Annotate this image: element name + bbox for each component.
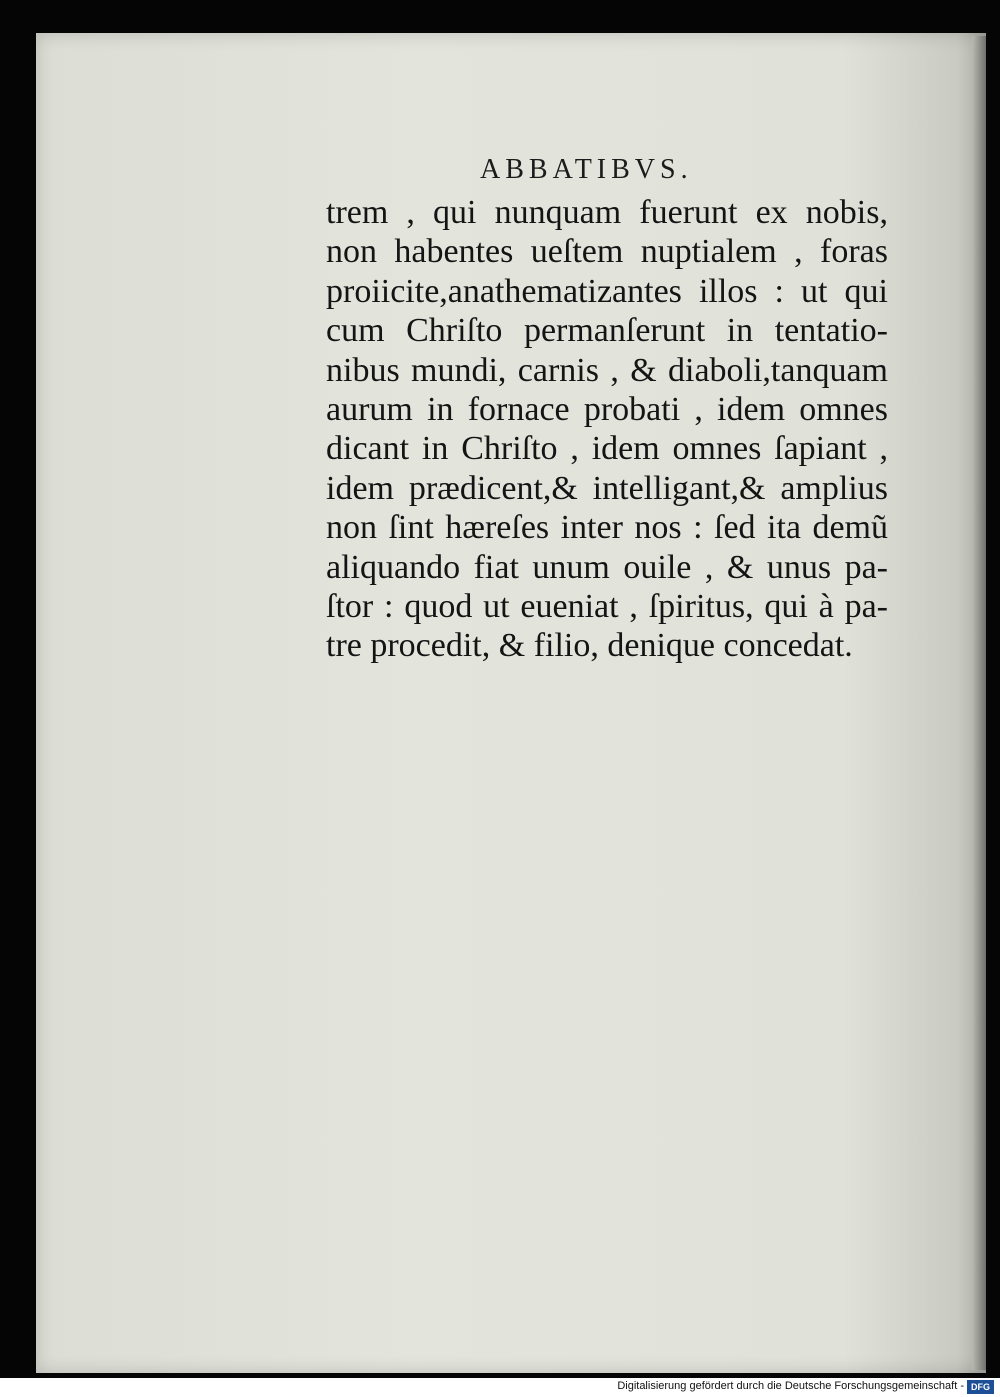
text-line: non ſint hæreſes inter nos : ſed ita demũ bbox=[326, 509, 888, 547]
page-edge bbox=[972, 36, 986, 1370]
text-line: tre procedit, & filio, denique concedat. bbox=[326, 627, 853, 665]
footer-credit: Digitalisierung gefördert durch die Deutsche Forschungsgemeinschaft - bbox=[617, 1380, 964, 1392]
text-line: dicant in Chriſto , idem omnes ſapiant , bbox=[326, 430, 888, 468]
text-line: aurum in fornace probati , idem omnes bbox=[326, 391, 888, 429]
text-line: proiicite,anathematizantes illos : ut qui bbox=[326, 272, 888, 310]
text-line: nibus mundi, carnis , & diaboli,tanquam bbox=[326, 351, 888, 389]
text-line: aliquando fiat unum ouile , & unus pa- bbox=[326, 548, 888, 586]
digitization-footer bbox=[0, 1378, 1000, 1397]
text-block bbox=[326, 193, 888, 666]
dfg-logo-icon: DFG bbox=[967, 1380, 994, 1394]
text-line: cum Chriſto permanſerunt in tentatio- bbox=[326, 312, 888, 350]
running-head: ABBATIBVS. bbox=[480, 154, 693, 185]
text-line: non habentes ueſtem nuptialem , foras bbox=[326, 233, 888, 271]
text-line: ſtor : quod ut eueniat , ſpiritus, qui à pa- bbox=[326, 588, 888, 626]
text-line: idem prædicent,& intelligant,& amplius bbox=[326, 469, 888, 507]
text-line: trem , qui nunquam fuerunt ex nobis, bbox=[326, 194, 888, 231]
